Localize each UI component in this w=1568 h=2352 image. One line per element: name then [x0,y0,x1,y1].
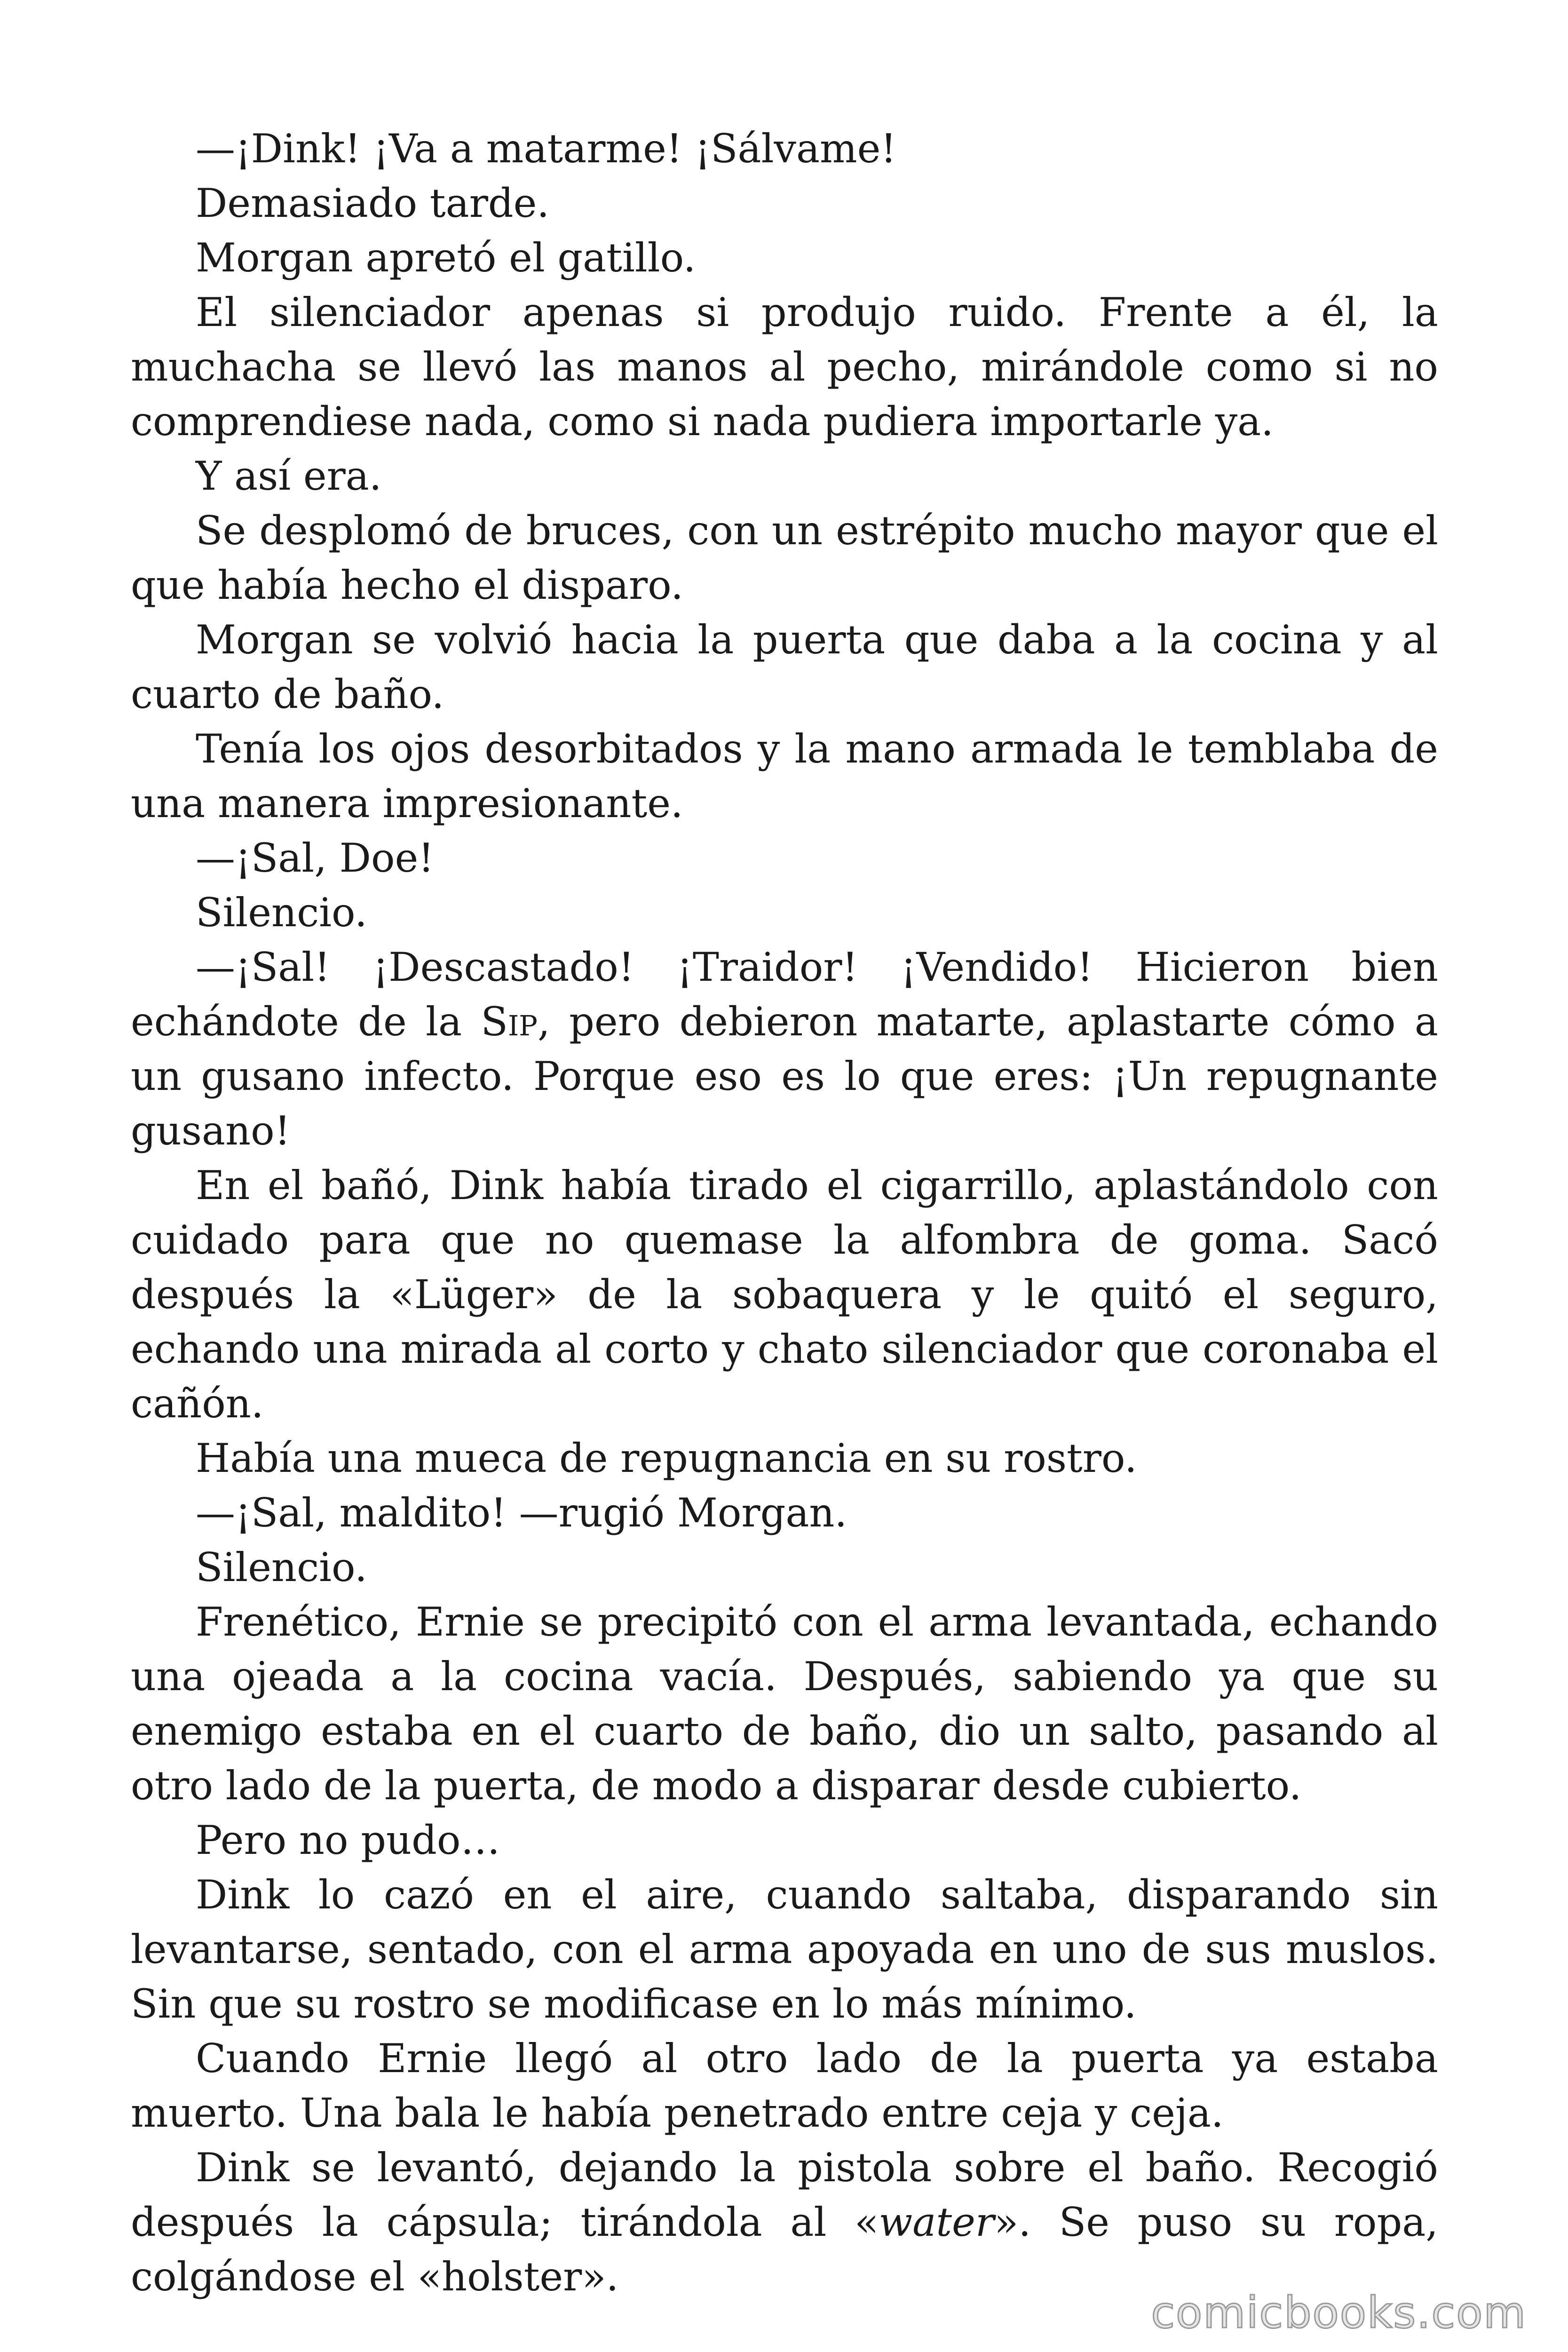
paragraph-text: —¡Sal! ¡Descastado! ¡Traidor! ¡Vendido! Hicieron bien echándote de la [131,944,1438,1045]
paragraph: Silencio. [196,890,367,936]
paragraph: Dink lo cazó en el aire, cuando saltaba, disparando sin levantarse, sentado, con el arma apoyada en uno de sus muslos. Sin que su rostro se modificase en lo más mínimo. [131,1872,1438,2027]
paragraph: Morgan se volvió hacia la puerta que daba a la cocina y al cuarto de baño. [131,617,1438,717]
paragraph: Morgan apretó el gatillo. [196,235,696,281]
paragraph: Frenético, Ernie se precipitó con el arma levantada, echando una ojeada a la cocina vacía. Después, sabiendo ya que su enemigo estaba en el cuarto de baño, dio un salto, pasando al otro lado de la puerta, de modo a disparar desde cubierto. [131,1599,1438,1809]
paragraph: Demasiado tarde. [196,180,550,226]
paragraph: —¡Dink! ¡Va a matarme! ¡Sálvame! [196,126,897,172]
paragraph: Tenía los ojos desorbitados y la mano armada le temblaba de una manera impresionante. [131,726,1438,826]
paragraph-text: , pero debieron matarte, aplastarte cómo a un gusano infecto. Porque eso es lo que eres: ¡Un repugnante gusano! [131,999,1438,1154]
acronym-sip: Sip [481,999,538,1045]
paragraph-text: Dink se levantó, dejando la pistola sobre el baño. Recogió después la cápsula; tirándola al « [131,2145,1438,2245]
paragraph: Cuando Ernie llegó al otro lado de la puerta ya estaba muerto. Una bala le había penetrado entre ceja y ceja. [131,2035,1438,2136]
paragraph-text: ». Se puso su ropa, colgándose el «holster». [131,2199,1438,2300]
paragraph: El silenciador apenas si produjo ruido. Frente a él, la muchacha se llevó las manos al pecho, mirándole como si no comprendiese nada, como si nada pudiera importarle ya. [131,289,1438,445]
italic-word: water [879,2199,995,2245]
body-text [131,121,1438,2304]
paragraph: Había una mueca de repugnancia en su rostro. [196,1435,1137,1481]
paragraph: —¡Sal, maldito! —rugió Morgan. [196,1490,847,1536]
paragraph: En el bañó, Dink había tirado el cigarrillo, aplastándolo con cuidado para que no quemase la alfombra de goma. Sacó después la «Lüger» de la sobaquera y le quitó el seguro, echando una mirada al corto y chato silenciador que coronaba el cañón. [131,1162,1438,1427]
paragraph: —¡Sal, Doe! [196,835,435,881]
paragraph: Pero no pudo… [196,1817,500,1863]
paragraph: Se desplomó de bruces, con un estrépito mucho mayor que el que había hecho el disparo. [131,508,1438,608]
paragraph [131,2140,1438,2304]
paragraph: Y así era. [196,453,382,499]
paragraph [131,940,1438,1158]
watermark-text: comicbooks.com [1151,2288,1527,2338]
paragraph: Silencio. [196,1544,367,1590]
